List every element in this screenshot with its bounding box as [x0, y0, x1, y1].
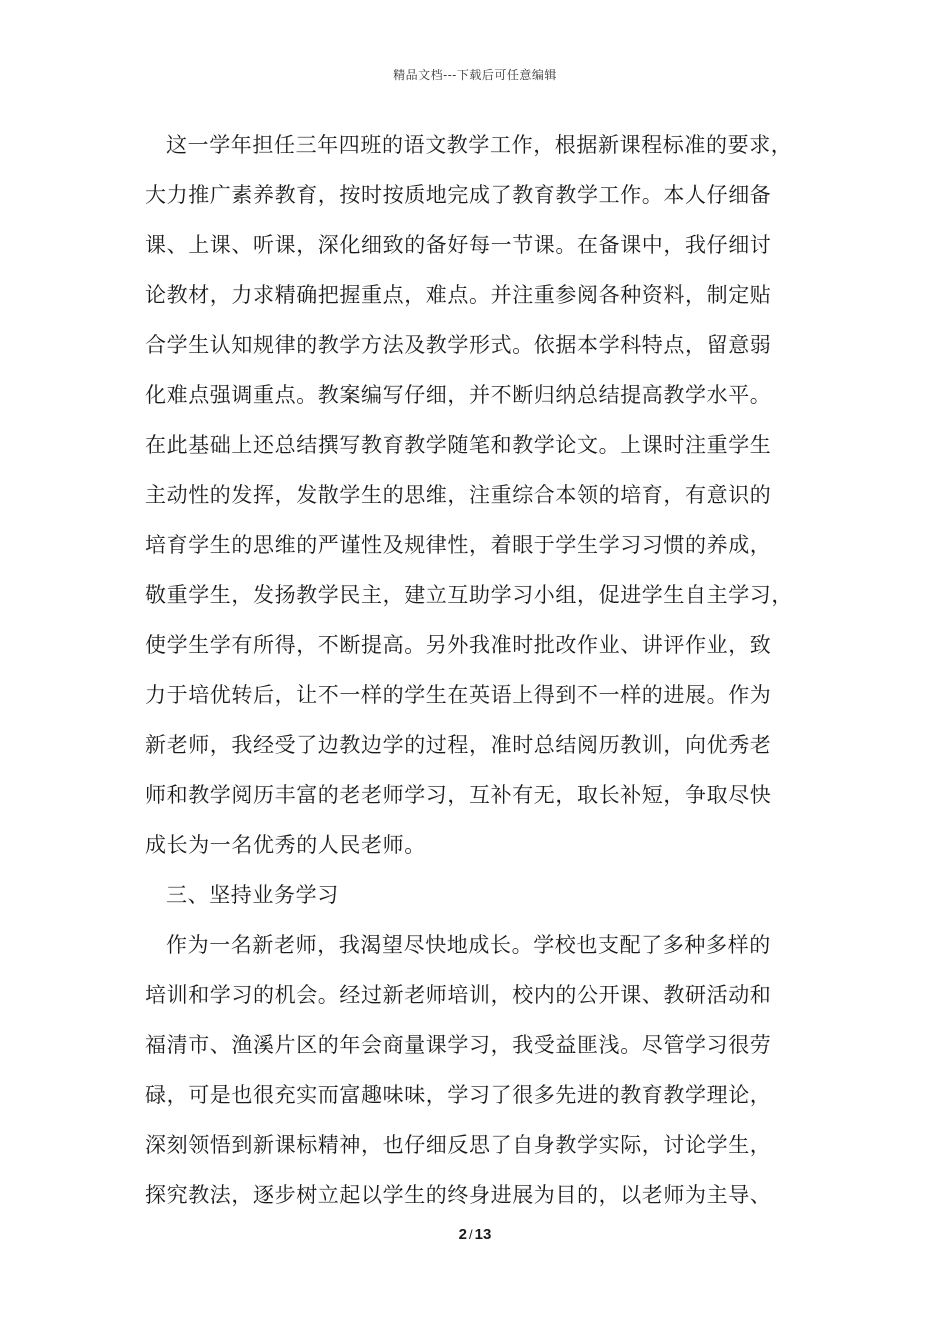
text-line: 论教材，力求精确把握重点，难点。并注重参阅各种资料，制定贴 [145, 283, 772, 307]
current-page-number: 2 [458, 1226, 468, 1243]
text-line: 大力推广素养教育，按时按质地完成了教育教学工作。本人仔细备 [145, 183, 772, 207]
text-line: 碌，可是也很充实而富趣味味，学习了很多先进的教育教学理论， [145, 1083, 772, 1107]
text-line: 在此基础上还总结撰写教育教学随笔和教学论文。上课时注重学生 [145, 433, 772, 457]
text-line: 福清市、渔溪片区的年会商量课学习，我受益匪浅。尽管学习很劳 [145, 1033, 772, 1057]
page-header: 精品文档---下载后可任意编辑 [393, 68, 557, 82]
text-line: 使学生学有所得，不断提高。另外我准时批改作业、讲评作业，致 [145, 633, 772, 657]
text-line: 三、坚持业务学习 [166, 883, 339, 907]
text-line: 化难点强调重点。教案编写仔细，并不断归纳总结提高教学水平。 [145, 383, 772, 407]
text-line: 合学生认知规律的教学方法及教学形式。依据本学科特点，留意弱 [145, 333, 772, 357]
text-line: 课、上课、听课，深化细致的备好每一节课。在备课中，我仔细讨 [145, 233, 772, 257]
text-line: 成长为一名优秀的人民老师。 [145, 833, 426, 857]
text-line: 敬重学生，发扬教学民主，建立互助学习小组，促进学生自主学习， [145, 583, 793, 607]
text-line: 深刻领悟到新课标精神，也仔细反思了自身教学实际，讨论学生， [145, 1133, 772, 1157]
text-line: 这一学年担任三年四班的语文教学工作，根据新课程标准的要求， [166, 133, 793, 157]
page-number [0, 1226, 950, 1243]
page-separator: / [469, 1227, 473, 1242]
text-line: 培育学生的思维的严谨性及规律性，着眼于学生学习习惯的养成， [145, 533, 772, 557]
text-line: 主动性的发挥，发散学生的思维，注重综合本领的培育，有意识的 [145, 483, 772, 507]
text-line: 探究教法，逐步树立起以学生的终身进展为目的，以老师为主导、 [145, 1183, 772, 1207]
text-line: 作为一名新老师，我渴望尽快地成长。学校也支配了多种多样的 [166, 933, 771, 957]
text-line: 师和教学阅历丰富的老老师学习，互补有无，取长补短，争取尽快 [145, 783, 772, 807]
document-body [145, 128, 825, 1228]
text-line: 培训和学习的机会。经过新老师培训，校内的公开课、教研活动和 [145, 983, 772, 1007]
text-line: 力于培优转后，让不一样的学生在英语上得到不一样的进展。作为 [145, 683, 772, 707]
text-line: 新老师，我经受了边教边学的过程，准时总结阅历教训，向优秀老 [145, 733, 772, 757]
total-pages-number: 13 [474, 1226, 492, 1243]
